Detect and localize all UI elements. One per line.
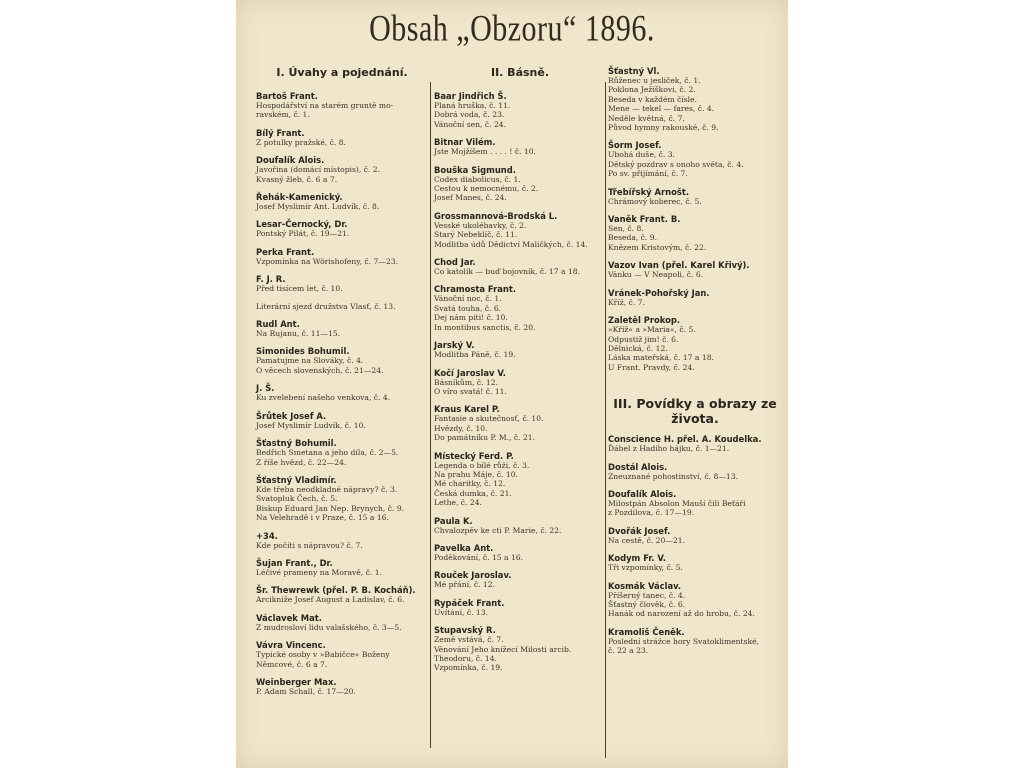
entry-author: Šrůtek Josef A. — [256, 410, 327, 421]
toc-entry — [434, 570, 606, 589]
entry-work: Svatá touha, č. 6. — [434, 303, 502, 313]
entry-author: Kodym Fr. V. — [608, 553, 666, 564]
toc-entry — [608, 581, 782, 619]
entry-work: Před tisícem let, č. 10. — [256, 284, 343, 294]
entry-work: Jste Mojžíšem . . . . ! č. 10. — [434, 147, 536, 157]
toc-entry — [608, 214, 782, 252]
document-page — [236, 0, 788, 768]
entry-author: Chod Jar. — [434, 257, 476, 268]
entry-work: Z potulky pražské, č. 8. — [256, 137, 346, 147]
entry-author: Baar Jindřich Š. — [434, 91, 507, 101]
entry-work: Láska mateřská, č. 17 a 18. — [608, 353, 714, 363]
entry-work: Planá hruška, č. 11. — [434, 101, 511, 110]
entry-work: Poslední strážce hory Svatoklimentské, — [608, 636, 759, 646]
section-column — [434, 66, 606, 681]
toc-entry — [256, 475, 428, 523]
entry-work: Šťastný člověk, č. 6. — [608, 599, 686, 609]
entry-work: Pamatujme na Slováky, č. 4. — [256, 356, 364, 366]
entry-author: Kosmák Václav. — [608, 580, 682, 591]
toc-entry — [434, 211, 606, 249]
toc-entry — [434, 625, 606, 673]
entry-work: Codex diabolicus, č. 1. — [434, 174, 521, 184]
toc-entry — [256, 613, 428, 632]
toc-entry — [256, 302, 428, 311]
section-heading: I. Úvahy a pojednání. — [276, 66, 408, 79]
entry-work: Němcové, č. 6 a 7. — [256, 659, 328, 669]
entry-work: Zneuznané pohostinství, č. 8—13. — [608, 471, 739, 481]
entry-author: Šťastný Bohumil. — [256, 438, 337, 449]
section-heading: II. Básně. — [490, 66, 550, 79]
entry-author: Lesar-Černocký, Dr. — [256, 219, 348, 230]
entry-author: Místecký Ferd. P. — [434, 450, 514, 461]
entry-work: P. Adam Schall, č. 17—20. — [256, 686, 356, 696]
toc-entry — [434, 543, 606, 562]
entry-work: z Pozdilova, č. 17—19. — [608, 508, 695, 518]
entry-work: Na cestě, č. 20—21. — [608, 535, 686, 545]
entry-work: Básníkům, č. 12. — [434, 377, 499, 387]
toc-entry — [608, 66, 782, 132]
entry-work: Mene — tekel — fares, č. 4. — [608, 104, 715, 114]
entry-author: Jarský V. — [434, 340, 475, 351]
toc-entry — [608, 434, 782, 453]
toc-entry — [608, 288, 782, 307]
entry-author: J. Š. — [256, 383, 275, 394]
toc-entry — [434, 284, 606, 332]
entry-work: Knězem Kristovým, č. 22. — [608, 242, 707, 252]
entry-work: Kříž, č. 7. — [608, 297, 645, 307]
toc-entry — [256, 274, 428, 293]
entry-author: Zaletěl Prokop. — [608, 315, 681, 326]
entry-work: Ďábel z Hadího hájku, č. 1—21. — [608, 444, 730, 454]
entry-work: Beseda v každém čísle. — [608, 94, 697, 104]
toc-entry — [256, 128, 428, 147]
entry-work: Bedřich Smetana a jeho díla, č. 2—5. — [256, 448, 399, 458]
toc-entry — [434, 598, 606, 617]
entry-author: Vazov Ivan (přel. Karel Křivý). — [608, 260, 750, 271]
toc-entry — [434, 257, 606, 276]
toc-entry — [608, 187, 782, 206]
entry-work: Cestou k nemocnému, č. 2. — [434, 184, 539, 194]
entry-work: Původ hymny rakouské, č. 9. — [608, 123, 719, 133]
entry-author: Perka Frant. — [256, 246, 315, 257]
entry-author: Vávra Vincenc. — [256, 640, 326, 651]
toc-entry — [256, 383, 428, 402]
entry-author: Bílý Frant. — [256, 127, 305, 138]
entry-work: Svatopluk Čech, č. 5. — [256, 494, 338, 504]
entry-work: Theodoru, č. 14. — [434, 654, 497, 663]
entry-work: Země vstává, č. 7. — [434, 635, 504, 645]
entry-work: Uvítání, č. 13. — [434, 607, 489, 617]
toc-entry — [256, 677, 428, 696]
entry-work: Na Rujanu, č. 11—15. — [256, 329, 341, 339]
section-column — [256, 66, 428, 704]
entry-author: Doufalík Alois. — [608, 488, 677, 499]
entry-work: Vánoční noc, č. 1. — [434, 294, 502, 304]
entry-work: Na Velehradě i v Praze, č. 15 a 16. — [256, 513, 389, 523]
toc-entry — [256, 411, 428, 430]
entry-author: F. J. R. — [256, 274, 286, 285]
toc-entry — [256, 155, 428, 184]
toc-entry — [434, 404, 606, 442]
entry-work: Milostpán Absolon Mauší čili Beťáři — [608, 498, 746, 508]
toc-entry — [256, 558, 428, 577]
entry-work: Dětský pozdrav s onoho světa, č. 4. — [608, 159, 744, 169]
entry-work: Po sv. přijímání, č. 7. — [608, 169, 688, 179]
entry-work: Hanák od narození až do hrobu, č. 24. — [608, 609, 755, 619]
entry-work: Modlitba Páně, č. 19. — [434, 350, 516, 360]
toc-entry — [256, 219, 428, 238]
entry-author: Kraus Karel P. — [434, 404, 500, 415]
section-heading: III. Povídky a obrazy ze života. — [613, 396, 777, 427]
entry-work: ravském, č. 1. — [256, 110, 310, 120]
entry-work: Modlitba údů Dědictví Maličkých, č. 14. — [434, 239, 588, 249]
entry-work: č. 22 a 23. — [608, 646, 649, 656]
toc-entry — [256, 346, 428, 375]
entry-work: Tři vzpomínky, č. 5. — [608, 563, 683, 573]
entry-work: Mé přání, č. 12. — [434, 580, 496, 590]
entry-work: Lethe, č. 24. — [434, 498, 482, 508]
toc-entry — [608, 489, 782, 518]
entry-author: Šujan Frant., Dr. — [256, 557, 333, 568]
entry-work: Z říše hvězd, č. 22—24. — [256, 457, 347, 467]
toc-entry — [608, 462, 782, 481]
entry-author: Václavek Mat. — [256, 612, 322, 623]
entry-work: Do památníku P. M., č. 21. — [434, 433, 536, 443]
entry-author: +34. — [256, 530, 278, 541]
toc-entry — [434, 451, 606, 508]
toc-entry — [434, 165, 606, 203]
toc-entry — [608, 315, 782, 372]
entry-author: Rudl Ant. — [256, 319, 300, 330]
entry-author: Simonides Bohumil. — [256, 346, 350, 357]
entry-work: Kde počíti s nápravou? č. 7. — [256, 540, 363, 550]
entry-author: Dostál Alois. — [608, 461, 668, 472]
entry-work: Fantasie a skutečnosť, č. 10. — [434, 414, 544, 424]
toc-entry — [608, 140, 782, 178]
entry-author: Šťastný Vl. — [608, 66, 660, 76]
entry-work: Léčivé prameny na Moravě, č. 1. — [256, 567, 382, 577]
toc-entry — [256, 91, 428, 120]
entry-work: Vzpomínka, č. 19. — [434, 663, 503, 673]
toc-entry — [608, 627, 782, 656]
entry-author: Kočí Jaroslav V. — [434, 367, 506, 378]
entry-work: Starý Nebeklíč, č. 11. — [434, 230, 518, 240]
entry-work: »Kříž« a »Maria«, č. 5. — [608, 325, 696, 335]
entry-work: Vzpomínka na Wörishofeny, č. 7—23. — [256, 256, 398, 266]
entry-work: In montibus sanctis, č. 20. — [434, 322, 536, 332]
entry-work: Ku zvelebení našeho venkova, č. 4. — [256, 393, 391, 403]
entry-author: Bartoš Frant. — [256, 91, 318, 101]
entry-work: Věnování Jeho knížecí Milosti arcib. — [434, 644, 572, 654]
entry-work: Poklona Ježíškovi, č. 2. — [608, 85, 696, 95]
entry-author: Kramoliš Čeněk. — [608, 626, 685, 637]
page-title: Obsah „Obzoru“ 1896. — [369, 7, 655, 49]
entry-work: Co katolík — buď bojovník, č. 17 a 18. — [434, 267, 581, 277]
entry-work: Kde třeba neodkladné nápravy? č. 3. — [256, 484, 398, 494]
entry-work: Literární sjezd družstva Vlasť, č. 13. — [256, 301, 396, 311]
entry-author: Vránek-Pohořský Jan. — [608, 287, 710, 298]
entry-work: Kvasný žleb, č. 6 a 7. — [256, 174, 338, 184]
entry-work: Hospodářství na starém gruntě mo- — [256, 101, 394, 110]
entry-author: Bouška Sigmund. — [434, 164, 516, 175]
entry-author: Šorm Josef. — [608, 140, 662, 151]
entry-author: Šr. Thewrewk (přel. P. B. Kocháň). — [256, 585, 416, 596]
toc-entry — [434, 340, 606, 359]
toc-entry — [256, 319, 428, 338]
toc-entry — [608, 553, 782, 572]
entry-author: Paula K. — [434, 515, 473, 526]
entry-work: Typické osoby v »Babičce« Boženy — [256, 650, 390, 660]
entry-author: Stupavský R. — [434, 625, 496, 636]
entry-author: Dvořák Josef. — [608, 525, 671, 536]
entry-work: Dobrá voda, č. 23. — [434, 110, 505, 120]
entry-work: Arcikníže Josef August a Ladislav, č. 6. — [256, 595, 405, 605]
entry-author: Weinberger Max. — [256, 676, 337, 687]
toc-entry — [434, 137, 606, 156]
entry-work: U Frant. Pravdy, č. 24. — [608, 362, 695, 372]
entry-work: Vesské ukolébavky, č. 2. — [434, 220, 527, 230]
toc-entry — [256, 247, 428, 266]
entry-work: Legenda o bílé růži, č. 3. — [434, 460, 530, 470]
entry-author: Vaněk Frant. B. — [608, 214, 681, 225]
entry-work: O víro svatá! č. 11. — [434, 386, 507, 396]
entry-work: Josef Myslimír Ant. Ludvík, č. 8. — [256, 202, 380, 212]
entry-work: Hvězdy, č. 10. — [434, 423, 488, 433]
entry-author: Rypáček Frant. — [434, 597, 505, 608]
entry-work: Biskup Eduard Jan Nep. Brynych, č. 9. — [256, 503, 405, 513]
toc-entry — [434, 368, 606, 397]
entry-work: Javořina (domácí místopis), č. 2. — [256, 165, 380, 175]
entry-author: Řehák-Kamenický. — [256, 192, 343, 203]
toc-entry — [608, 526, 782, 545]
column-divider — [430, 82, 431, 748]
entry-work: Na prahu Máje, č. 10. — [434, 469, 518, 479]
entry-work: Chrámový koberec, č. 5. — [608, 196, 702, 206]
entry-work: Mé charitky, č. 12. — [434, 479, 506, 489]
entry-author: Rouček Jaroslav. — [434, 570, 512, 581]
entry-author: Grossmannová-Brodská L. — [434, 210, 558, 221]
entry-author: Doufalík Alois. — [256, 155, 325, 166]
section-column — [608, 66, 782, 664]
toc-entry — [434, 91, 606, 129]
toc-entry — [608, 260, 782, 279]
entry-work: Ubohá duše, č. 3. — [608, 150, 675, 160]
entry-work: Pontský Pilát, č. 19—21. — [256, 229, 350, 239]
toc-entry — [256, 438, 428, 467]
entry-work: Sen, č. 8. — [608, 224, 644, 234]
toc-entry — [256, 192, 428, 211]
entry-author: Třebířský Arnošt. — [608, 186, 690, 197]
entry-work: Odpustiž jim! č. 6. — [608, 334, 679, 344]
entry-work: Chvalozpěv ke cti P. Marie, č. 22. — [434, 525, 562, 535]
entry-author: Šťastný Vladimír. — [256, 474, 337, 485]
entry-work: Vánoční sen, č. 24. — [434, 119, 507, 129]
entry-work: Beseda, č. 9. — [608, 233, 658, 243]
entry-work: Z mudrosloví lidu valašského, č. 3—5. — [256, 622, 402, 632]
entry-work: Poděkování, č. 15 a 16. — [434, 552, 524, 562]
entry-author: Bitnar Vilém. — [434, 137, 496, 148]
entry-work: Neděle květná, č. 7. — [608, 113, 685, 123]
entry-work: Dělnická, č. 12. — [608, 343, 668, 353]
entry-work: Příšerný tanec, č. 4. — [608, 590, 686, 600]
toc-entry — [256, 531, 428, 550]
entry-work: Josef Manes, č. 24. — [434, 193, 507, 203]
toc-entry — [256, 585, 428, 604]
entry-author: Chramosta Frant. — [434, 284, 517, 295]
toc-entry — [256, 640, 428, 669]
entry-work: Josef Myslimír Ludvík, č. 10. — [256, 420, 366, 430]
entry-work: O věcech slovenských, č. 21—24. — [256, 365, 384, 375]
entry-work: Dej nám píti! č. 10. — [434, 313, 508, 323]
entry-author: Conscience H. přel. A. Koudelka. — [608, 434, 762, 445]
entry-work: Vánku — V Neapoli, č. 6. — [608, 270, 704, 280]
entry-work: Růženec u jesliček, č. 1. — [608, 76, 701, 85]
entry-work: Česká dumka, č. 21. — [434, 488, 512, 498]
entry-author: Pavelka Ant. — [434, 542, 494, 553]
toc-entry — [434, 516, 606, 535]
